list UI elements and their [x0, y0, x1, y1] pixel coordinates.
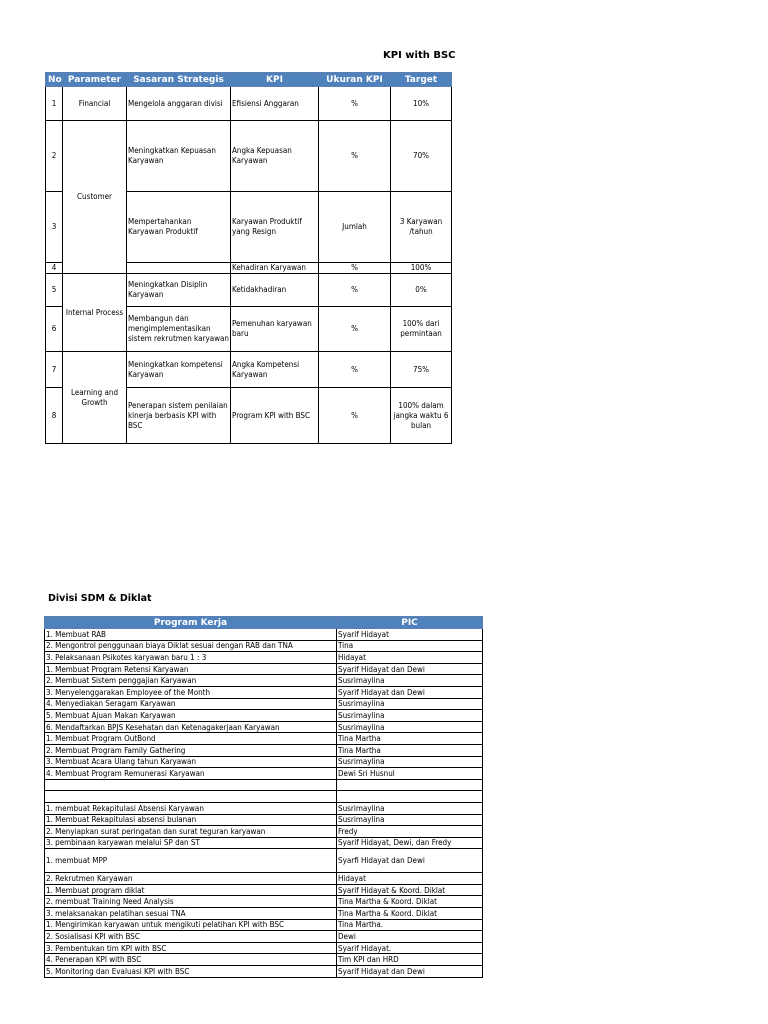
- kpi-sasaran: Meningkatkan Kepuasan Karyawan: [127, 121, 231, 192]
- table-row: [45, 826, 483, 838]
- table-row: [45, 931, 483, 943]
- program-kerja-cell: [45, 779, 337, 791]
- program-kerja-cell: 1. Mengirimkan karyawan untuk mengikuti pelatihan KPI with BSC: [45, 919, 337, 931]
- kpi-row: [46, 121, 452, 192]
- program-kerja-cell: 3. Menyelenggarakan Employee of the Month: [45, 686, 337, 698]
- program-kerja-cell: 3. Membuat Acara Ulang tahun Karyawan: [45, 756, 337, 768]
- table-row: [45, 919, 483, 931]
- pic-cell: Susrimaylina: [337, 756, 483, 768]
- program-kerja-cell: 2. membuat Training Need Analysis: [45, 896, 337, 908]
- table-row: [45, 768, 483, 780]
- program-kerja-cell: [45, 791, 337, 803]
- kpi-row: [46, 352, 452, 388]
- program-kerja-cell: 1. membuat Rekapitulasi Absensi Karyawan: [45, 802, 337, 814]
- pic-cell: Hidayat: [337, 652, 483, 664]
- kpi-no: 2: [46, 121, 63, 192]
- kpi-no: 4: [46, 263, 63, 274]
- pic-cell: Tina Martha: [337, 733, 483, 745]
- program-kerja-cell: 1. Membuat Program Retensi Karyawan: [45, 663, 337, 675]
- program-kerja-cell: 5. Membuat Ajuan Makan Karyawan: [45, 710, 337, 722]
- kpi-no: 7: [46, 352, 63, 388]
- program-table: [44, 616, 483, 978]
- pic-cell: Tim KPI dan HRD: [337, 954, 483, 966]
- pic-cell: Susrimaylina: [337, 710, 483, 722]
- pic-cell: Syarif Hidayat & Koord. Diklat: [337, 884, 483, 896]
- table-row: [45, 873, 483, 885]
- header-target: Target: [391, 73, 452, 87]
- pic-cell: Hidayat: [337, 873, 483, 885]
- table-row: [45, 942, 483, 954]
- program-kerja-cell: 4. Membuat Program Remunerasi Karyawan: [45, 768, 337, 780]
- program-body: [45, 629, 483, 978]
- program-kerja-cell: 1. Membuat Program OutBond: [45, 733, 337, 745]
- pic-cell: Tina: [337, 640, 483, 652]
- kpi-parameter: Internal Process: [63, 274, 127, 352]
- program-kerja-cell: 3. Pelaksanaan Psikotes karyawan baru 1 : 3: [45, 652, 337, 664]
- pic-cell: [337, 779, 483, 791]
- kpi-kpi: Program KPI with BSC: [231, 388, 319, 444]
- program-kerja-cell: 2. Membuat Program Family Gathering: [45, 744, 337, 756]
- pic-cell: Syarif Hidayat, Dewi, dan Fredy: [337, 837, 483, 849]
- program-kerja-cell: 4. Penerapan KPI with BSC: [45, 954, 337, 966]
- program-kerja-cell: 1. Membuat program diklat: [45, 884, 337, 896]
- pic-cell: Susrimaylina: [337, 814, 483, 826]
- pic-cell: Syarif Hidayat.: [337, 942, 483, 954]
- table-row: [45, 686, 483, 698]
- program-kerja-cell: 1. Membuat RAB: [45, 629, 337, 641]
- program-kerja-cell: 2. Rekrutmen Karyawan: [45, 873, 337, 885]
- pic-cell: Tina Martha.: [337, 919, 483, 931]
- pic-cell: Syarfi Hidayat dan Dewi: [337, 849, 483, 873]
- kpi-target: 70%: [391, 121, 452, 192]
- kpi-header-row: [46, 73, 452, 87]
- table-row: [45, 744, 483, 756]
- pic-cell: Susrimaylina: [337, 698, 483, 710]
- header-pic: PIC: [337, 617, 483, 629]
- header-no: No: [46, 73, 63, 87]
- kpi-no: 5: [46, 274, 63, 307]
- table-row: [45, 675, 483, 687]
- kpi-sasaran: Meningkatkan kompetensi Karyawan: [127, 352, 231, 388]
- table-row: [45, 779, 483, 791]
- program-kerja-cell: 3. Pembentukan tim KPI with BSC: [45, 942, 337, 954]
- kpi-ukuran: %: [319, 307, 391, 352]
- header-parameter: Parameter: [63, 73, 127, 87]
- kpi-ukuran: %: [319, 388, 391, 444]
- program-title: Divisi SDM & Diklat: [48, 593, 152, 604]
- table-row: [45, 698, 483, 710]
- kpi-ukuran: %: [319, 121, 391, 192]
- table-row: [45, 733, 483, 745]
- table-row: [45, 966, 483, 978]
- kpi-target: 10%: [391, 87, 452, 121]
- kpi-no: 6: [46, 307, 63, 352]
- pic-cell: Tina Martha: [337, 744, 483, 756]
- pic-cell: Syarif Hidayat dan Dewi: [337, 686, 483, 698]
- program-kerja-cell: 5. Monitoring dan Evaluasi KPI with BSC: [45, 966, 337, 978]
- program-kerja-cell: 3. pembinaan karyawan melalui SP dan ST: [45, 837, 337, 849]
- header-program-kerja: Program Kerja: [45, 617, 337, 629]
- table-row: [45, 908, 483, 920]
- kpi-row: [46, 87, 452, 121]
- table-row: [45, 884, 483, 896]
- table-row: [45, 629, 483, 641]
- kpi-kpi: Karyawan Produktif yang Resign: [231, 192, 319, 263]
- kpi-kpi: Angka Kepuasan Karyawan: [231, 121, 319, 192]
- table-row: [45, 802, 483, 814]
- header-ukuran: Ukuran KPI: [319, 73, 391, 87]
- table-row: [45, 814, 483, 826]
- table-row: [45, 756, 483, 768]
- kpi-parameter: Financial: [63, 87, 127, 121]
- table-row: [45, 721, 483, 733]
- table-row: [45, 710, 483, 722]
- kpi-sasaran: Mempertahankan Karyawan Produktif: [127, 192, 231, 263]
- program-kerja-cell: 2. Membuat Sistem penggajian Karyawan: [45, 675, 337, 687]
- kpi-sasaran: Mengelola anggaran divisi: [127, 87, 231, 121]
- header-kpi: KPI: [231, 73, 319, 87]
- table-row: [45, 640, 483, 652]
- pic-cell: Syarif Hidayat: [337, 629, 483, 641]
- kpi-sasaran: Meningkatkan Disiplin Karyawan: [127, 274, 231, 307]
- pic-cell: Syarif Hidayat dan Dewi: [337, 966, 483, 978]
- kpi-target: 3 Karyawan /tahun: [391, 192, 452, 263]
- kpi-ukuran: %: [319, 274, 391, 307]
- kpi-title: KPI with BSC: [383, 50, 456, 61]
- pic-cell: Susrimaylina: [337, 675, 483, 687]
- kpi-target: 0%: [391, 274, 452, 307]
- kpi-target: 75%: [391, 352, 452, 388]
- kpi-kpi: Kehadiran Karyawan: [231, 263, 319, 274]
- pic-cell: Susrimaylina: [337, 721, 483, 733]
- program-kerja-cell: 4. Menyediakan Seragam Karyawan: [45, 698, 337, 710]
- pic-cell: [337, 791, 483, 803]
- program-kerja-cell: 2. Sosialisasi KPI with BSC: [45, 931, 337, 943]
- table-row: [45, 652, 483, 664]
- table-row: [45, 837, 483, 849]
- pic-cell: Dewi Sri Husnul: [337, 768, 483, 780]
- pic-cell: Susrimaylina: [337, 802, 483, 814]
- kpi-kpi: Ketidakhadiran: [231, 274, 319, 307]
- kpi-sasaran: [127, 263, 231, 274]
- pic-cell: Tina Martha & Koord. Diklat: [337, 896, 483, 908]
- kpi-kpi: Efisiensi Anggaran: [231, 87, 319, 121]
- pic-cell: Tina Martha & Koord. Diklat: [337, 908, 483, 920]
- kpi-table: [45, 72, 452, 444]
- program-kerja-cell: 1. Membuat Rekapitulasi absensi bulanan: [45, 814, 337, 826]
- kpi-kpi: Angka Kompetensi Karyawan: [231, 352, 319, 388]
- table-row: [45, 954, 483, 966]
- kpi-target: 100%: [391, 263, 452, 274]
- kpi-sasaran: Penerapan sistem penilaian kinerja berbasis KPI with BSC: [127, 388, 231, 444]
- kpi-ukuran: %: [319, 352, 391, 388]
- kpi-ukuran: %: [319, 87, 391, 121]
- kpi-target: 100% dari permintaan: [391, 307, 452, 352]
- table-row: [45, 896, 483, 908]
- program-header-row: [45, 617, 483, 629]
- kpi-kpi: Pemenuhan karyawan baru: [231, 307, 319, 352]
- program-kerja-cell: 1. membuat MPP: [45, 849, 337, 873]
- table-row: [45, 663, 483, 675]
- program-kerja-cell: 6. Mendaftarkan BPJS Kesehatan dan Ketenagakerjaan Karyawan: [45, 721, 337, 733]
- program-kerja-cell: 3. melaksanakan pelatihan sesuai TNA: [45, 908, 337, 920]
- kpi-parameter: Learning and Growth: [63, 352, 127, 444]
- kpi-ukuran: %: [319, 263, 391, 274]
- pic-cell: Syarif Hidayat dan Dewi: [337, 663, 483, 675]
- kpi-target: 100% dalam jangka waktu 6 bulan: [391, 388, 452, 444]
- pic-cell: Fredy: [337, 826, 483, 838]
- program-kerja-cell: 2. Mengontrol penggunaan biaya Diklat sesuai dengan RAB dan TNA: [45, 640, 337, 652]
- kpi-ukuran: Jumlah: [319, 192, 391, 263]
- kpi-no: 1: [46, 87, 63, 121]
- program-kerja-cell: 2. Menyiapkan surat peringatan dan surat teguran karyawan: [45, 826, 337, 838]
- pic-cell: Dewi: [337, 931, 483, 943]
- kpi-row: [46, 274, 452, 307]
- kpi-no: 3: [46, 192, 63, 263]
- table-row: [45, 849, 483, 873]
- kpi-sasaran: Membangun dan mengimplementasikan sistem rekrutmen karyawan: [127, 307, 231, 352]
- kpi-no: 8: [46, 388, 63, 444]
- header-sasaran: Sasaran Strategis: [127, 73, 231, 87]
- kpi-parameter: Customer: [63, 121, 127, 274]
- table-row: [45, 791, 483, 803]
